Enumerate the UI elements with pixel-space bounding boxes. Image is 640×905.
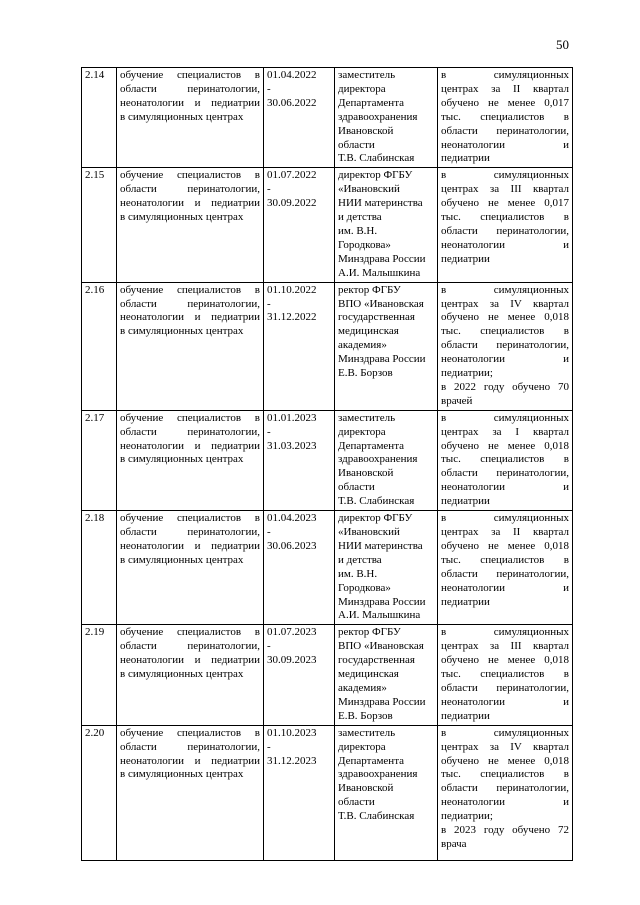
dates-line: - (267, 640, 271, 653)
result-line: педиатрии; (441, 367, 493, 380)
result-line: в симуляционных (441, 169, 569, 182)
cell-responsible (335, 725, 438, 860)
result-line: тыс. специалистов в (441, 211, 569, 224)
activity-line: неонатологии и педиатрии (120, 96, 260, 109)
responsible-line: здравоохранения (338, 110, 418, 123)
activity-line: в симуляционных центрах (120, 553, 244, 566)
cell-dates (264, 68, 335, 168)
row-number: 2.17 (82, 410, 117, 510)
result-line: педиатрии (441, 152, 490, 165)
result-line: обучено не менее 0,017 (441, 96, 569, 109)
responsible-line: Минздрава России (338, 595, 426, 608)
responsible-line: государственная (338, 311, 415, 324)
result-line: обучено не менее 0,017 (441, 197, 569, 210)
responsible-line: Департамента (338, 439, 405, 452)
result-line: в 2022 году обучено 70 (441, 380, 569, 393)
cell-dates (264, 725, 335, 860)
row-number: 2.20 (82, 725, 117, 860)
activity-line: в симуляционных центрах (120, 211, 244, 224)
activity-line: области перинатологии, (120, 640, 260, 653)
table-row (82, 511, 573, 625)
activity-line: неонатологии и педиатрии (120, 654, 260, 667)
activity-line: обучение специалистов в (120, 726, 260, 739)
activity-line: обучение специалистов в (120, 512, 260, 525)
activity-line: области перинатологии, (120, 526, 260, 538)
dates-line: 31.12.2023 (267, 754, 317, 767)
cell-result (438, 282, 573, 410)
cell-activity (117, 68, 264, 168)
responsible-line: здравоохранения (338, 453, 418, 466)
dates-line: 01.10.2022 (267, 283, 317, 296)
cell-result (438, 625, 573, 725)
responsible-line: директора (338, 740, 386, 753)
activity-line: в симуляционных центрах (120, 668, 244, 681)
responsible-line: директора (338, 82, 386, 95)
activity-line: в симуляционных центрах (120, 453, 244, 466)
row-number: 2.15 (82, 168, 117, 282)
responsible-line: Минздрава России (338, 353, 426, 366)
responsible-line: академия» (338, 339, 387, 352)
responsible-line: Городкова» (338, 238, 391, 251)
responsible-line: области (338, 796, 375, 809)
responsible-line: Минздрава России (338, 252, 426, 265)
responsible-line: А.И. Малышкина (338, 266, 421, 279)
responsible-line: «Ивановский (338, 183, 400, 196)
responsible-line: «Ивановский (338, 526, 400, 538)
responsible-line: директор ФГБУ (338, 512, 413, 525)
result-line: области перинатологии, (441, 567, 569, 580)
activities-table (81, 67, 573, 861)
result-line: области перинатологии, (441, 467, 569, 480)
dates-line: - (267, 297, 271, 310)
result-line: неонатологии и (441, 238, 569, 251)
dates-line: 30.09.2023 (267, 654, 317, 667)
result-line: области перинатологии, (441, 339, 569, 352)
cell-responsible (335, 625, 438, 725)
responsible-line: Городкова» (338, 581, 391, 594)
dates-line: - (267, 82, 271, 95)
result-line: тыс. специалистов в (441, 325, 569, 338)
cell-dates (264, 625, 335, 725)
responsible-line: НИИ материнства (338, 197, 423, 210)
responsible-line: Ивановской (338, 467, 394, 480)
cell-responsible (335, 511, 438, 625)
activity-line: в симуляционных центрах (120, 325, 244, 338)
activity-line: в симуляционных центрах (120, 768, 244, 781)
cell-result (438, 725, 573, 860)
responsible-line: ректор ФГБУ (338, 626, 401, 639)
result-line: тыс. специалистов в (441, 668, 569, 681)
activity-line: области перинатологии, (120, 82, 260, 95)
activity-line: в симуляционных центрах (120, 110, 244, 123)
responsible-line: области (338, 481, 375, 494)
activity-line: области перинатологии, (120, 297, 260, 310)
activity-line: обучение специалистов в (120, 626, 260, 639)
cell-dates (264, 410, 335, 510)
result-line: области перинатологии, (441, 224, 569, 237)
result-line: центрах за III квартал (441, 640, 569, 653)
result-line: в симуляционных (441, 726, 569, 739)
responsible-line: НИИ материнства (338, 539, 423, 552)
responsible-line: Т.В. Слабинская (338, 495, 415, 508)
row-number: 2.19 (82, 625, 117, 725)
result-line: области перинатологии, (441, 782, 569, 795)
activity-line: неонатологии и педиатрии (120, 439, 260, 452)
responsible-line: заместитель (338, 411, 396, 424)
cell-dates (264, 168, 335, 282)
result-line: педиатрии (441, 709, 490, 722)
responsible-line: и детства (338, 211, 382, 224)
activity-line: обучение специалистов в (120, 69, 260, 81)
result-line: центрах за I квартал (441, 425, 569, 438)
dates-line: 31.12.2022 (267, 311, 317, 324)
result-line: педиатрии (441, 495, 490, 508)
activity-line: неонатологии и педиатрии (120, 754, 260, 767)
cell-dates (264, 282, 335, 410)
responsible-line: Департамента (338, 754, 405, 767)
result-line: обучено не менее 0,018 (441, 754, 569, 767)
result-line: в симуляционных (441, 283, 569, 296)
cell-responsible (335, 282, 438, 410)
activity-line: обучение специалистов в (120, 169, 260, 182)
result-line: тыс. специалистов в (441, 453, 569, 466)
cell-activity (117, 410, 264, 510)
table-row (82, 168, 573, 282)
result-line: в симуляционных (441, 69, 569, 81)
responsible-line: Е.В. Борзов (338, 367, 393, 380)
dates-line: 30.06.2022 (267, 96, 317, 109)
activity-line: неонатологии и педиатрии (120, 197, 260, 210)
result-line: центрах за II квартал (441, 82, 569, 95)
responsible-line: области (338, 138, 375, 151)
activity-line: обучение специалистов в (120, 283, 260, 296)
dates-line: 31.03.2023 (267, 439, 317, 452)
responsible-line: и детства (338, 553, 382, 566)
result-line: неонатологии и (441, 695, 569, 708)
result-line: обучено не менее 0,018 (441, 439, 569, 452)
responsible-line: Е.В. Борзов (338, 709, 393, 722)
dates-line: 01.04.2022 (267, 69, 317, 81)
table-row (82, 725, 573, 860)
cell-activity (117, 282, 264, 410)
responsible-line: директор ФГБУ (338, 169, 413, 182)
result-line: области перинатологии, (441, 681, 569, 694)
table-row (82, 68, 573, 168)
responsible-line: здравоохранения (338, 768, 418, 781)
row-number: 2.14 (82, 68, 117, 168)
result-line: обучено не менее 0,018 (441, 311, 569, 324)
dates-line: - (267, 526, 271, 538)
result-line: тыс. специалистов в (441, 768, 569, 781)
dates-line: 01.04.2023 (267, 512, 317, 525)
activity-line: области перинатологии, (120, 183, 260, 196)
responsible-line: Ивановской (338, 782, 394, 795)
cell-activity (117, 625, 264, 725)
responsible-line: Т.В. Слабинская (338, 810, 415, 823)
responsible-line: Департамента (338, 96, 405, 109)
dates-line: - (267, 425, 271, 438)
responsible-line: медицинская (338, 668, 399, 681)
cell-activity (117, 511, 264, 625)
table-row (82, 282, 573, 410)
result-line: неонатологии и (441, 796, 569, 809)
cell-responsible (335, 68, 438, 168)
result-line: в симуляционных (441, 411, 569, 424)
result-line: неонатологии и (441, 353, 569, 366)
dates-line: 30.09.2022 (267, 197, 317, 210)
result-line: неонатологии и (441, 138, 569, 151)
responsible-line: Минздрава России (338, 695, 426, 708)
cell-responsible (335, 168, 438, 282)
activity-line: неонатологии и педиатрии (120, 539, 260, 552)
dates-line: 01.01.2023 (267, 411, 317, 424)
result-line: педиатрии; (441, 810, 493, 823)
result-line: центрах за IV квартал (441, 297, 569, 310)
cell-result (438, 511, 573, 625)
result-line: центрах за II квартал (441, 526, 569, 538)
activity-line: неонатологии и педиатрии (120, 311, 260, 324)
activity-line: обучение специалистов в (120, 411, 260, 424)
responsible-line: академия» (338, 681, 387, 694)
cell-activity (117, 725, 264, 860)
dates-line: 01.10.2023 (267, 726, 317, 739)
responsible-line: им. В.Н. (338, 224, 378, 237)
table-body (82, 68, 573, 861)
responsible-line: заместитель (338, 726, 396, 739)
result-line: обучено не менее 0,018 (441, 654, 569, 667)
dates-line: 01.07.2023 (267, 626, 317, 639)
result-line: тыс. специалистов в (441, 110, 569, 123)
cell-result (438, 68, 573, 168)
result-line: педиатрии (441, 252, 490, 265)
result-line: в симуляционных (441, 626, 569, 639)
result-line: тыс. специалистов в (441, 553, 569, 566)
result-line: в 2023 году обучено 72 (441, 824, 569, 837)
dates-line: - (267, 740, 271, 753)
row-number: 2.16 (82, 282, 117, 410)
result-line: педиатрии (441, 595, 490, 608)
cell-result (438, 410, 573, 510)
responsible-line: директора (338, 425, 386, 438)
responsible-line: Ивановской (338, 124, 394, 137)
dates-line: 30.06.2023 (267, 539, 317, 552)
responsible-line: ВПО «Ивановская (338, 640, 424, 653)
result-line: в симуляционных (441, 512, 569, 525)
page-number: 50 (556, 37, 569, 52)
result-line: обучено не менее 0,018 (441, 539, 569, 552)
cell-activity (117, 168, 264, 282)
result-line: врача (441, 837, 467, 850)
result-line: центрах за IV квартал (441, 740, 569, 753)
result-line: области перинатологии, (441, 124, 569, 137)
table-row (82, 410, 573, 510)
responsible-line: А.И. Малышкина (338, 609, 421, 622)
dates-line: 01.07.2022 (267, 169, 317, 182)
result-line: центрах за III квартал (441, 183, 569, 196)
result-line: неонатологии и (441, 581, 569, 594)
result-line: неонатологии и (441, 481, 569, 494)
dates-line: - (267, 183, 271, 196)
responsible-line: заместитель (338, 69, 396, 81)
cell-responsible (335, 410, 438, 510)
cell-result (438, 168, 573, 282)
result-line: врачей (441, 394, 473, 407)
activity-line: области перинатологии, (120, 425, 260, 438)
responsible-line: ВПО «Ивановская (338, 297, 424, 310)
row-number: 2.18 (82, 511, 117, 625)
responsible-line: Т.В. Слабинская (338, 152, 415, 165)
activity-line: области перинатологии, (120, 740, 260, 753)
responsible-line: государственная (338, 654, 415, 667)
table-row (82, 625, 573, 725)
responsible-line: ректор ФГБУ (338, 283, 401, 296)
responsible-line: им. В.Н. (338, 567, 378, 580)
responsible-line: медицинская (338, 325, 399, 338)
cell-dates (264, 511, 335, 625)
